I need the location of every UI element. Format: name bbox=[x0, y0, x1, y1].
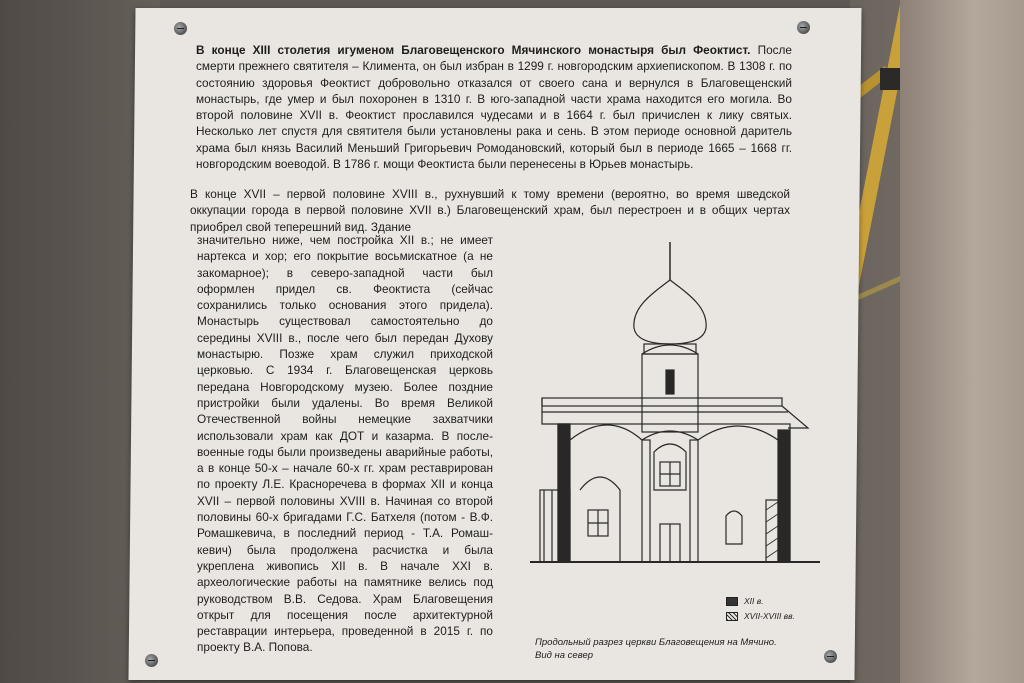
legend-label-xvii-xviii: XVII-XVIII вв. bbox=[744, 611, 795, 621]
screw-icon bbox=[824, 650, 837, 663]
legend-hatch-swatch-icon bbox=[726, 612, 738, 621]
screw-icon bbox=[145, 654, 158, 667]
legend-item-xvii-xviii bbox=[726, 611, 795, 621]
caption-line-1: Продольный разрез церкви Благовещения на Мячино. bbox=[535, 637, 777, 648]
screw-icon bbox=[174, 22, 187, 35]
plaque-intro-bold: В конце XIII столетия игуменом Благовещенского Мячинского монастыря был Феоктист. bbox=[196, 43, 751, 57]
stone-column bbox=[900, 0, 1024, 683]
legend-label-xii: XII в. bbox=[744, 596, 764, 606]
plaque-paragraph-1-text: После смерти прежнего святителя – Климента, он был избран в 1299 г. новгородским архиепископом. В 1308 г. по состоянию здоровья Феоктист добровольно отказался от своего сана и вернулся в Благовещенский монастырь, где умер и был похоронен в 1310 г. В юго-западной части храма находится его могила. Во второй половине XVII в. Феоктист прославился чудесами и в 1664 г. был причислен к лику святых. Несколько лет спустя для святителя были установлены рака и сень. В этом периоде основной даритель храма был князь Василий Меньший Григорьевич Ромодановский, который был в периоде 1665 – 1668 гг. новгородским воеводой. В 1786 г. мощи Феоктиста были перенесены в Юрьев монастырь. bbox=[196, 43, 792, 172]
drawing-caption bbox=[535, 636, 815, 662]
drawing-legend bbox=[726, 596, 795, 626]
screw-icon bbox=[797, 21, 810, 34]
legend-solid-swatch-icon bbox=[726, 597, 738, 606]
caption-line-2: Вид на север bbox=[535, 650, 594, 661]
church-section-drawing bbox=[530, 240, 820, 570]
plaque-paragraph-2: В конце XVII – первой половине XVIII в., рухнувший к тому времени (вероятно, во время шведской оккупации города в первой половине XVII в.) Благовещенский храм, был перестроен и в общих чертах приобрел свой теперешний вид. Здание bbox=[190, 187, 790, 234]
plaque-paragraph-1 bbox=[196, 42, 792, 172]
legend-item-xii bbox=[726, 596, 795, 606]
plaque-paragraph-3: значительно ниже, чем постройка XII в.; не имеет нартекса и хор; его покрытие восьмискатное (а не закомарное); в северо-западной части был оформлен придел св. Феоктиста (сейчас сохранились только основания этого придела). Монастырь существовал самостоятельно до середины XVIII в., после чего был передан Духову монастырю. Позже храм служил приходской церковью. С 1934 г. Благовещенская церковь передана Новгородскому музею. Более поздние пристройки были удалены. Во время Великой Отечественной войны немецкие захватчики использовали храм как ДОТ и казарма. В после-военные годы были произведены аварийные работы, а в конце 50-х – начале 60-х гг. храм реставрирован по проекту Л.Е. Красноречева в формах XII и конца XVII – первой половины XVIII в. Начиная со второй половины 60-х бригадами Г.С. Батхеля (потом - В.Ф. Ромашкевича, в последний период - Т.А. Ромаш-кевич) была продолжена расчистка и была укреплена живопись XII в. В начале XXI в. археологические работы на памятнике велись под руководством В.В. Седова. Храм Благовещения открыт для посещения после архитектурной реставрации интерьера, проведенной в 2015 г. по проекту В.А. Попова. bbox=[197, 233, 493, 655]
